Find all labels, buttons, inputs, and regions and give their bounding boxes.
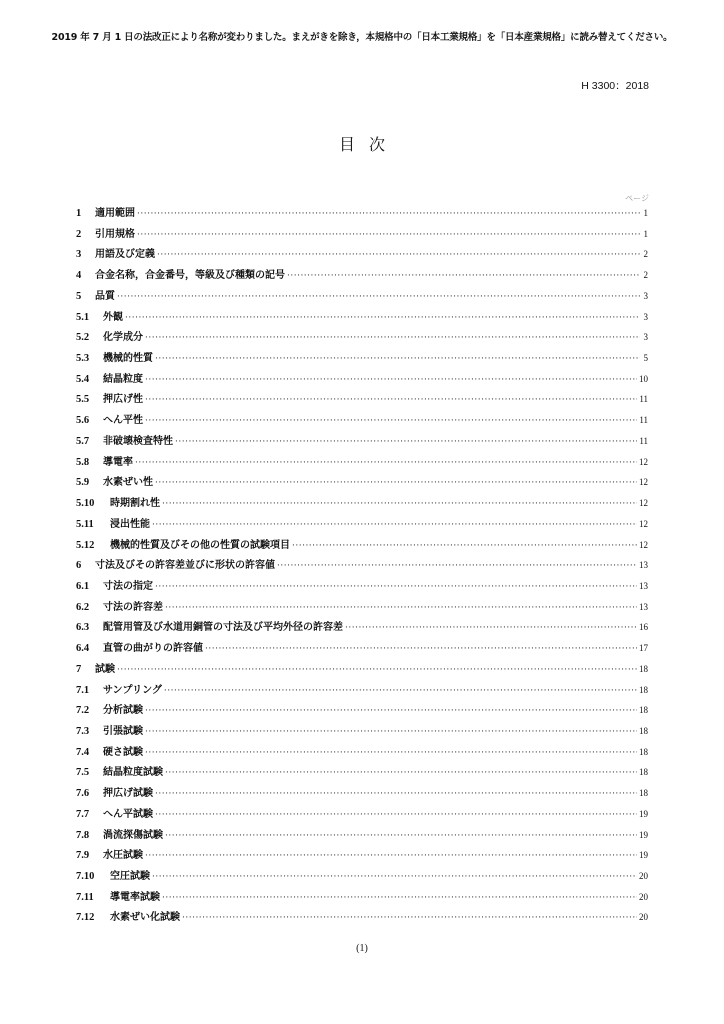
- toc-dot-leader: [145, 851, 637, 861]
- toc-entry-label: 用語及び定義: [95, 249, 155, 261]
- toc-dot-leader: [287, 271, 640, 281]
- toc-entry-label: へん平性: [103, 415, 143, 427]
- toc-entry[interactable]: [76, 473, 648, 494]
- law-change-notice: 2019 年 7 月 1 日の法改正により名称が変わりました。まえがきを除き，本規格中の「日本工業規格」を「日本産業規格」に読み替えてください。: [51, 32, 673, 43]
- toc-entry-number: 5.5: [76, 394, 90, 406]
- toc-entry-label: 時期割れ性: [110, 498, 160, 510]
- toc-dot-leader: [155, 789, 637, 799]
- toc-entry-number: 5.11: [76, 518, 94, 530]
- toc-entry-page: 20: [639, 891, 648, 902]
- toc-dot-leader: [182, 913, 637, 923]
- toc-entry-page: 2: [643, 249, 648, 260]
- toc-dot-leader: [165, 831, 637, 841]
- toc-entry-number: 6.3: [76, 622, 90, 634]
- toc-entry-label: 機械的性質及びその他の性質の試験項目: [110, 539, 290, 551]
- toc-entry[interactable]: [76, 411, 648, 432]
- toc-entry-number: 5.1: [76, 311, 90, 323]
- toc-entry-label: 空圧試験: [110, 871, 150, 882]
- toc-entry-page: 12: [639, 477, 648, 488]
- toc-entry-label: 水圧試験: [103, 850, 143, 862]
- toc-dot-leader: [137, 230, 640, 240]
- toc-entry-number: 7.7: [76, 808, 90, 820]
- toc-entry-page: 12: [639, 539, 648, 550]
- toc-entry-label: 化学成分: [103, 332, 143, 344]
- toc-entry[interactable]: [76, 908, 648, 929]
- toc-dot-leader: [152, 520, 637, 530]
- toc-entry-page: 2: [643, 270, 648, 281]
- toc-entry-label: 分析試験: [103, 705, 143, 717]
- toc-entry-number: 7.5: [76, 767, 90, 779]
- toc-entry-label: 直管の曲がりの許容値: [103, 643, 203, 655]
- toc-entry-number: 5.12: [76, 539, 95, 551]
- toc-entry-number: 7.10: [76, 871, 95, 882]
- toc-entry[interactable]: [76, 349, 648, 370]
- toc-dot-leader: [164, 686, 637, 696]
- toc-entry-page: 11: [639, 435, 648, 446]
- toc-entry[interactable]: [76, 722, 648, 743]
- toc-entry-page: 18: [639, 705, 648, 716]
- toc-dot-leader: [145, 706, 637, 716]
- toc-entry[interactable]: [76, 681, 648, 702]
- toc-entry-label: 合金名称，合金番号，等級及び種類の記号: [95, 270, 285, 282]
- toc-entry-page: 13: [639, 580, 648, 591]
- toc-entry-label: へん平試験: [103, 808, 153, 820]
- toc-entry[interactable]: [76, 888, 648, 909]
- toc-entry-label: 結晶粒度: [103, 373, 143, 385]
- toc-entry-page: 18: [639, 746, 648, 757]
- toc-dot-leader: [162, 499, 637, 509]
- toc-entry-page: 19: [639, 850, 648, 861]
- toc-entry-label: 寸法の許容差: [103, 601, 163, 613]
- toc-entry[interactable]: [76, 432, 648, 453]
- toc-entry-label: 品質: [95, 290, 115, 302]
- toc-entry[interactable]: [76, 701, 648, 722]
- toc-entry[interactable]: [76, 536, 648, 557]
- toc-entry[interactable]: [76, 826, 648, 847]
- toc-entry-number: 5.9: [76, 477, 90, 489]
- toc-dot-leader: [145, 727, 637, 737]
- toc-entry-page: 13: [639, 560, 648, 571]
- toc-dot-leader: [155, 478, 637, 488]
- toc-entry-label: 導電率試験: [110, 891, 160, 903]
- toc-entry-number: 7.1: [76, 684, 90, 696]
- toc-entry-label: 機械的性質: [103, 353, 153, 365]
- toc-dot-leader: [162, 893, 637, 903]
- toc-entry-page: 20: [639, 912, 648, 923]
- toc-entry-label: 渦流探傷試験: [103, 829, 163, 841]
- toc-dot-leader: [165, 603, 637, 613]
- toc-entry-number: 6: [76, 560, 82, 572]
- document-number: H 3300：2018: [581, 80, 649, 92]
- toc-entry-label: 試験: [95, 663, 115, 675]
- toc-dot-leader: [145, 395, 637, 405]
- toc-entry-number: 6.1: [76, 580, 90, 592]
- toc-entry[interactable]: [76, 225, 648, 246]
- toc-entry-number: 5.3: [76, 353, 90, 365]
- toc-entry-number: 5.7: [76, 435, 90, 447]
- toc-entry-page: 17: [639, 643, 648, 654]
- toc-entry-label: 寸法及びその許容差並びに形状の許容値: [95, 560, 275, 572]
- toc-entry-page: 3: [643, 332, 648, 343]
- toc-entry[interactable]: [76, 846, 648, 867]
- toc-entry-number: 7.6: [76, 788, 90, 800]
- toc-entry[interactable]: [76, 639, 648, 660]
- toc-entry-label: 非破壊検査特性: [103, 435, 173, 447]
- toc-entry-label: サンプリング: [103, 684, 162, 696]
- toc-entry-label: 引張試験: [103, 725, 143, 737]
- toc-entry-page: 19: [639, 808, 648, 819]
- toc-entry[interactable]: [76, 743, 648, 764]
- toc-entry[interactable]: [76, 660, 648, 681]
- toc-entry-number: 5.10: [76, 498, 95, 510]
- toc-entry-number: 3: [76, 249, 82, 261]
- toc-entry-page: 16: [639, 622, 648, 633]
- toc-entry-number: 7.11: [76, 891, 94, 903]
- toc-entry-page: 1: [643, 208, 648, 218]
- toc-entry[interactable]: [76, 204, 648, 225]
- toc-entry[interactable]: [76, 867, 648, 888]
- toc-dot-leader: [205, 644, 637, 654]
- toc-dot-leader: [117, 292, 640, 302]
- toc-entry-page: 12: [639, 498, 648, 509]
- toc-entry-number: 7: [76, 663, 82, 675]
- toc-entry-page: 18: [639, 725, 648, 736]
- toc-entry-number: 7.3: [76, 725, 90, 737]
- toc-entry[interactable]: [76, 266, 648, 287]
- toc-entry-label: 硬さ試験: [103, 746, 143, 758]
- toc-entry-page: 3: [643, 290, 648, 301]
- toc-entry-number: 7.2: [76, 705, 90, 717]
- toc-dot-leader: [145, 375, 637, 385]
- toc-entry[interactable]: [76, 390, 648, 411]
- toc-entry-label: 引用規格: [95, 228, 135, 240]
- toc-entry-number: 1: [76, 208, 82, 219]
- toc-entry-label: 結晶粒度試験: [103, 767, 163, 779]
- toc-dot-leader: [145, 333, 640, 343]
- toc-dot-leader: [137, 209, 640, 219]
- toc-entry[interactable]: [76, 763, 648, 784]
- toc-entry[interactable]: [76, 515, 648, 536]
- toc-dot-leader: [135, 458, 637, 468]
- page-column-header: ページ: [625, 194, 649, 203]
- toc-entry-label: 導電率: [103, 456, 133, 468]
- toc-dot-leader: [145, 748, 637, 758]
- toc-entry-label: 押広げ性: [103, 394, 143, 406]
- toc-entry-page: 18: [639, 663, 648, 674]
- toc-entry[interactable]: [76, 598, 648, 619]
- toc-dot-leader: [155, 354, 640, 364]
- toc-entry-number: 2: [76, 228, 82, 240]
- toc-entry-number: 5.2: [76, 332, 90, 344]
- toc-entry[interactable]: [76, 328, 648, 349]
- toc-entry-page: 18: [639, 767, 648, 778]
- toc-dot-leader: [157, 250, 640, 260]
- toc-dot-leader: [145, 416, 637, 426]
- toc-entry-label: 適用範囲: [95, 208, 135, 219]
- toc-entry-page: 13: [639, 601, 648, 612]
- toc-entry[interactable]: [76, 453, 648, 474]
- toc-entry[interactable]: [76, 494, 648, 515]
- toc-entry-page: 10: [639, 373, 648, 384]
- footer-page-number: (1): [356, 943, 368, 954]
- toc-entry-label: 寸法の指定: [103, 580, 153, 592]
- toc-entry-page: 3: [643, 311, 648, 322]
- toc-entry-page: 18: [639, 788, 648, 799]
- toc-entry-number: 5.8: [76, 456, 90, 468]
- toc-dot-leader: [152, 872, 637, 882]
- toc-entry-number: 7.9: [76, 850, 90, 862]
- toc-entry-page: 11: [639, 415, 648, 426]
- toc-entry[interactable]: [76, 784, 648, 805]
- toc-entry[interactable]: [76, 618, 648, 639]
- toc-entry-number: 7.4: [76, 746, 90, 758]
- page-title: 目次: [338, 135, 399, 154]
- toc-dot-leader: [165, 768, 637, 778]
- toc-dot-leader: [175, 437, 637, 447]
- toc-entry[interactable]: [76, 556, 648, 577]
- toc-entry-page: 18: [639, 684, 648, 695]
- toc-dot-leader: [345, 623, 637, 633]
- toc-dot-leader: [155, 582, 637, 592]
- toc-dot-leader: [277, 561, 637, 571]
- toc-entry-number: 7.8: [76, 829, 90, 841]
- toc-entry[interactable]: [76, 308, 648, 329]
- toc-entry-label: 水素ぜい化試験: [110, 912, 180, 924]
- toc-dot-leader: [125, 313, 640, 323]
- toc-entry-page: 11: [639, 394, 648, 405]
- toc-entry-page: 5: [643, 353, 648, 364]
- toc-entry-label: 浸出性能: [110, 518, 150, 530]
- toc-dot-leader: [155, 810, 637, 820]
- toc-entry[interactable]: [76, 287, 648, 308]
- toc-entry[interactable]: [76, 370, 648, 391]
- toc-entry-number: 4: [76, 270, 82, 282]
- toc-entry-page: 20: [639, 871, 648, 881]
- toc-entry-label: 水素ぜい性: [103, 477, 153, 489]
- table-of-contents: [76, 204, 648, 929]
- toc-dot-leader: [117, 665, 637, 675]
- toc-entry-page: 19: [639, 829, 648, 840]
- toc-dot-leader: [292, 541, 637, 551]
- toc-entry[interactable]: [76, 577, 648, 598]
- toc-entry-label: 押広げ試験: [103, 788, 153, 800]
- toc-entry-page: 1: [643, 228, 648, 239]
- toc-entry-number: 6.4: [76, 643, 90, 655]
- toc-entry-number: 5: [76, 290, 82, 302]
- toc-entry[interactable]: [76, 245, 648, 266]
- toc-entry-page: 12: [639, 518, 648, 529]
- toc-entry-label: 配管用管及び水道用銅管の寸法及び平均外径の許容差: [103, 622, 343, 634]
- toc-entry-label: 外観: [103, 311, 123, 323]
- toc-entry-number: 7.12: [76, 912, 95, 924]
- toc-entry-number: 6.2: [76, 601, 90, 613]
- toc-entry-page: 12: [639, 456, 648, 467]
- toc-entry-number: 5.4: [76, 373, 90, 385]
- toc-entry[interactable]: [76, 805, 648, 826]
- toc-entry-number: 5.6: [76, 415, 90, 427]
